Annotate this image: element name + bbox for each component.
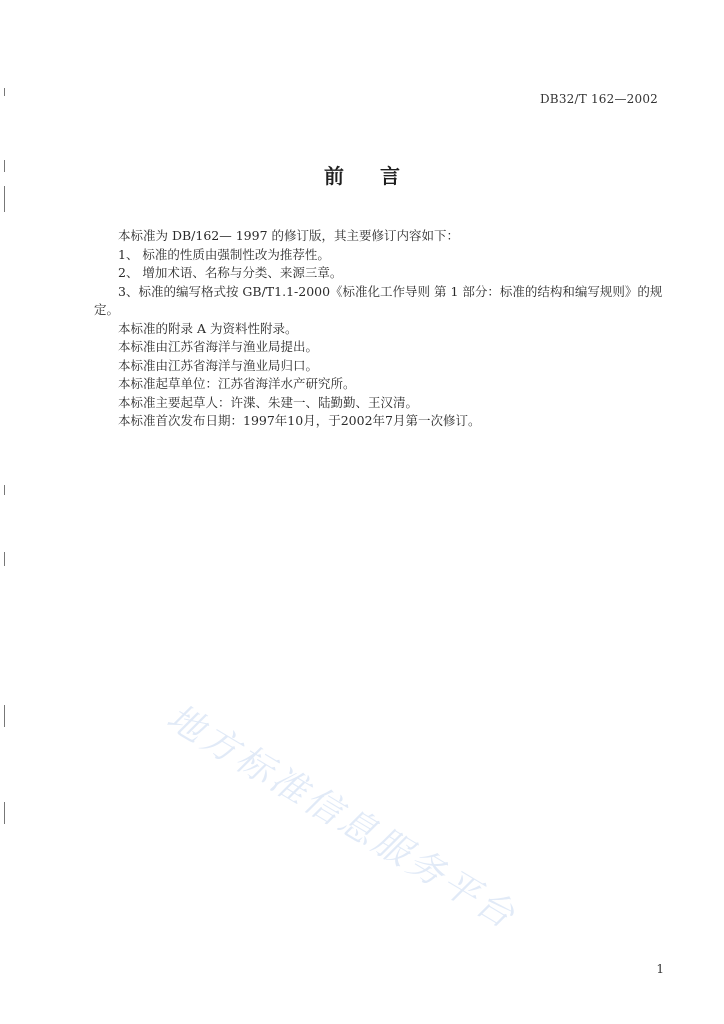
paragraph: 本标准起草单位：江苏省海洋水产研究所。 <box>118 376 356 391</box>
paragraph: 本标准为 DB/162— 1997 的修订版，其主要修订内容如下： <box>118 228 460 243</box>
edge-mark <box>4 186 5 212</box>
edge-mark <box>4 485 5 495</box>
paragraph: 本标准主要起草人：许渫、朱建一、陆勤勤、王汉清。 <box>118 394 419 410</box>
paragraph: 本标准首次发布日期：1997年10月，于2002年7月第一次修订。 <box>118 413 481 428</box>
foreword-heading: 前言 <box>324 164 436 188</box>
paragraph: 1、 标准的性质由强制性改为推荐性。 <box>118 246 330 262</box>
edge-mark <box>4 802 5 824</box>
paragraph: 本标准由江苏省海洋与渔业局提出。 <box>118 339 319 354</box>
foreword-body <box>94 227 664 431</box>
edge-mark <box>4 552 5 566</box>
document-code: DB32/T 162—2002 <box>539 92 658 106</box>
edge-mark <box>4 705 5 727</box>
watermark: 地方标准信息服务平台 <box>159 696 524 939</box>
paragraph: 本标准的附录 A 为资料性附录。 <box>118 320 298 336</box>
page-number: 1 <box>656 962 664 976</box>
paragraph: 3、标准的编写格式按 GB/T1.1-2000《标准化工作导则 第 1 部分：标准的结构和编写规则》的规定。 <box>94 283 663 317</box>
edge-mark <box>4 88 5 96</box>
scan-edge-marks <box>2 0 10 1024</box>
paragraph: 2、 增加术语、名称与分类、来源三章。 <box>118 265 343 280</box>
paragraph: 本标准由江苏省海洋与渔业局归口。 <box>118 357 319 373</box>
